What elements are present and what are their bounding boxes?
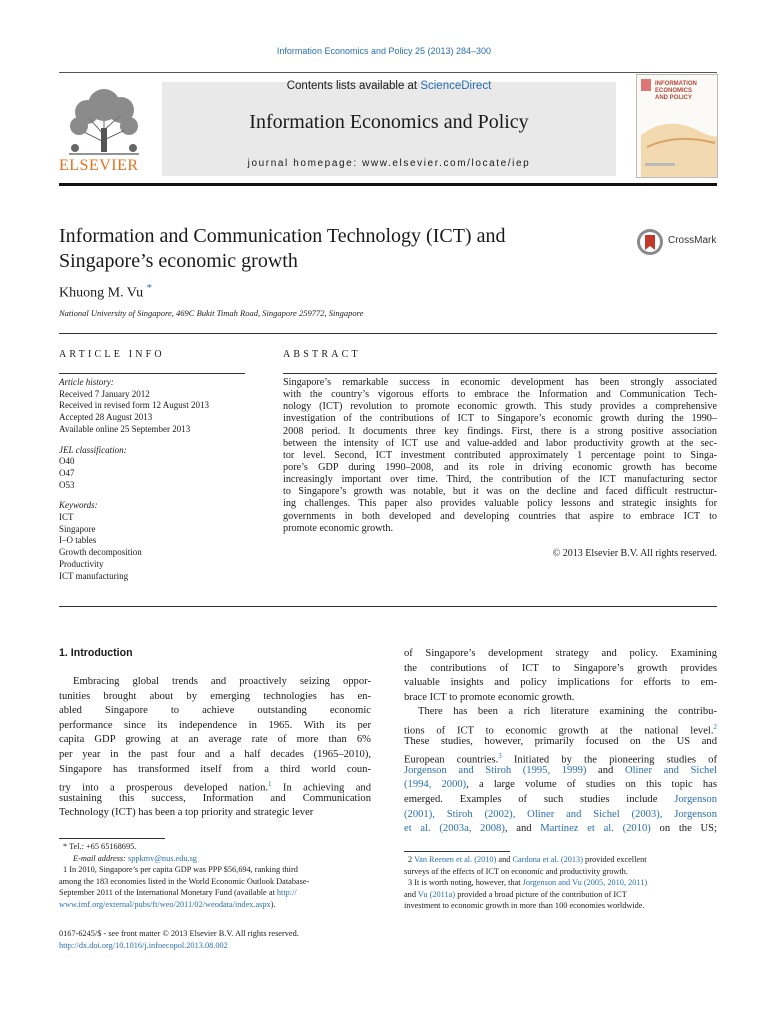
paper-title [59,224,619,274]
footnote-1-line [59,887,371,899]
body-line: per year in the past four and a half decades (1965–2010), [59,748,371,760]
body-line: Embracing global trends and proactively seizing oppor- [73,676,371,687]
citation-link[interactable]: (1994, 2000) [404,779,467,791]
citation-link[interactable]: Vu (2011a) [417,889,456,899]
abstract-copyright: © 2013 Elsevier B.V. All rights reserved. [552,548,717,559]
history-label: Article history: [59,377,114,387]
abstract-line: with the country’s vigorous efforts to embrace the Information and Communication Tech- [283,389,717,401]
footnote-tel: * Tel.: +65 65168695. [63,842,137,851]
body-column-right [404,647,717,837]
body-line: of Singapore’s development strategy and policy. Examining [404,648,717,659]
author-name [59,282,152,302]
footnote-1-line: among the 183 economies listed in the World Economic Outlook Database- [59,876,310,886]
keyword: Singapore [59,523,96,534]
keyword: Growth decomposition [59,547,142,558]
citation-link[interactable]: Cardona et al. (2013) [512,855,583,864]
contents-prefix: Contents lists available at [286,80,421,92]
history-item: Accepted 28 August 2013 [59,412,153,423]
imf-link[interactable]: www.imf.org/external/pubs/ft/weo/2011/02/weodata/index.aspx [59,899,271,909]
footnotes-left [59,841,371,910]
header-rule [59,72,717,73]
footnote-ref-1[interactable]: 1 [268,780,272,789]
abstract-line: 2008 period. It documents three key findings. First, there is a strong positive association [283,425,717,437]
body-line: Technology (ICT) has been a top priority and strategic lever [59,807,314,819]
footnote-3 [404,877,717,889]
body-text: European countries. [404,754,499,766]
cover-title-line: AND POLICY [655,95,693,101]
footnote-rule [404,851,510,852]
author-affiliation: National University of Singapore, 469C Bukit Timah Road, Singapore 259772, Singapore [59,308,364,318]
footnote-text: ). [270,899,276,909]
keyword: ICT [59,512,74,523]
citation-link[interactable]: Van Reenen et al. (2010) [414,855,497,864]
body-line: capita GDP growing at an average rate of more than 6% [59,734,371,746]
body-line: brace ICT to promote economic growth. [404,691,575,703]
masthead-bottom-rule [59,183,717,186]
abstract-rule [283,373,717,374]
keyword: ICT manufacturing [59,570,129,581]
journal-title: Information Economics and Policy [249,111,529,133]
body-text: and [586,764,625,776]
body-text: on the US; [650,823,717,835]
footnote-1: 1 In 2010, Singapore’s per capita GDP was PPP $56,694, ranking third [63,865,298,874]
footnote-text: and [496,855,513,864]
title-rule [59,333,717,334]
history-item: Available online 25 September 2013 [59,423,191,434]
footnote-3-line: investment to economic growth in more than 100 economies worldwide. [404,901,645,910]
history-item: Received 7 January 2012 [59,388,150,399]
body-line: sustaining this success, Information and Communication [59,792,371,804]
email-label: E-mail address: [73,853,128,863]
abstract-line: promote economic growth. [283,522,394,534]
footnote-email [59,853,371,865]
footnotes-right [404,854,717,912]
footnote-text: provided a broad picture of the contribution of ICT [455,889,627,899]
doi-link[interactable]: http://dx.doi.org/10.1016/j.infoecopol.2013.08.002 [59,941,228,950]
crossmark-icon [636,228,666,256]
body-text: , and [504,823,541,835]
citation-link[interactable]: Jorgenson and Stiroh (1995, 1999) [404,764,587,776]
body-text: In achieving and [271,782,372,794]
jel-code: O47 [59,467,75,478]
abstract-line: between the intensity of ICT use and value-added and labor productivity growth at the sec- [283,437,717,449]
body-line: There has been a rich literature examining the contribu- [418,706,717,718]
body-line: tunities brought about by emerging technologies has en- [59,690,371,702]
body-line [404,822,717,837]
keyword: Productivity [59,558,104,569]
footnote-ref-3[interactable]: 3 [498,752,502,761]
body-line: These studies, however, primarily focused on the US and [404,735,717,747]
keywords-label: Keywords: [59,500,98,511]
footnote-3-line [404,889,717,901]
elsevier-wordmark: ELSEVIER [59,157,139,174]
abstract-line: governments in both developed and developing countries that aspire to embrace ICT to [283,510,717,522]
abstract-heading: ABSTRACT [283,349,361,360]
paper-title-line: Information and Communication Technology (ICT) and [59,225,506,247]
cover-title-line: INFORMATION [655,81,697,87]
citation-link[interactable]: Jorgenson [674,793,717,805]
footnote-text: provided excellent [582,855,647,864]
citation-link[interactable]: (2001), Stiroh (2002), Oliner and Sichel (2003), Jorgenson [404,808,717,820]
body-text: tions of ICT to economic growth at the national level. [404,725,714,737]
imf-link[interactable]: http:// [276,888,297,897]
footnote-text: and [404,889,418,899]
body-line [404,808,717,823]
citation-link[interactable]: Oliner and Sichel [624,764,717,776]
article-info-heading: ARTICLE INFO [59,349,165,360]
email-link[interactable]: sppkmv@nus.edu.sg [128,853,197,863]
crossmark-label: CrossMark [668,235,717,246]
footnote-2 [404,854,717,866]
journal-homepage[interactable]: journal homepage: www.elsevier.com/locate/iep [247,158,531,169]
body-text: try into a prosperous developed nation. [59,782,269,794]
front-matter-line: 0167-6245/$ - see front matter © 2013 Elsevier B.V. All rights reserved. [59,929,299,938]
article-info-rule [59,373,245,374]
contents-line [162,80,616,92]
footnote-text: September 2011 of the International Monetary Fund (available at [59,888,277,897]
abstract-bottom-rule [59,606,717,607]
citation-link[interactable]: et al. (2003a, 2008) [404,823,505,835]
abstract-line: to Singapore’s growth was notable, but it was on the decline and faced difficult restructur- [283,486,717,498]
abstract-line: ing challenges. This paper also provides valuable policy lessons and strategic insights for [283,498,717,510]
body-line [404,764,717,779]
body-column-left [59,675,371,821]
jel-code: O40 [59,456,75,467]
body-line [59,777,371,792]
abstract-line: Singapore’s remarkable success in economic development has been strongly associated [283,377,717,388]
body-line [404,778,717,793]
body-line [404,749,717,764]
jel-label: JEL classification: [59,444,127,455]
crossmark-badge[interactable] [636,228,718,256]
body-line: abled Singapore to achieve outstanding economic [59,705,371,717]
history-item: Received in revised form 12 August 2013 [59,400,209,411]
journal-citation[interactable]: Information Economics and Policy 25 (2013) 284–300 [276,46,492,56]
citation-link[interactable]: Jorgenson and Vu (2005, 2010, 2011) [522,878,648,887]
abstract-line: increasingly important over time. Third, the contribution of the ICT manufacturing sector [283,474,717,486]
cover-title [655,81,697,102]
spacer [59,436,245,445]
body-line: Singapore has transformed itself from a third world coun- [59,763,371,775]
body-line [404,793,717,808]
footnote-ref-2[interactable]: 2 [713,722,717,731]
body-text: , a large volume of studies on this topic has [466,779,717,791]
citation-link[interactable]: Martínez et al. (2010) [540,823,651,835]
abstract-body [283,377,717,535]
author-name-text: Khuong M. Vu [59,285,144,301]
keyword: I–O tables [59,535,97,546]
body-line: valuable insights and policy implications for efforts to em- [404,677,717,689]
footnote-text: 3 It is worth noting, however, that [408,878,523,887]
body-line [404,720,717,735]
article-meta-footer [59,928,299,952]
journal-cover-thumbnail[interactable] [636,74,718,178]
spacer [59,491,245,500]
footnote-text: 2 [408,855,415,864]
body-text: emerged. Examples of such studies include [404,793,675,805]
footnote-1-line [59,899,371,911]
author-footnote-mark[interactable]: * [146,282,153,294]
jel-code: O53 [59,479,75,490]
body-line: the contributions of ICT to Singapore’s growth provides [404,662,717,674]
body-text: Initiated by the pioneering studies of [501,754,717,766]
section-heading-introduction: 1. Introduction [59,647,133,659]
abstract-line: tor level. Second, ICT investment contributed approximately 1 percentage point to Singa- [283,449,717,461]
sciencedirect-link[interactable]: ScienceDirect [420,80,492,92]
paper-title-line: Singapore’s economic growth [59,250,298,272]
footnote-2-line: surveys of the effects of ICT on economic and productivity growth. [404,866,628,876]
abstract-line: pore’s GDP during 1990–2008, and its role in driving economic growth has become [283,461,717,473]
footnote-rule [59,838,165,839]
abstract-line: investigation of the contributions of ICT to Singapore’s economic growth during the 1990– [283,413,717,425]
body-line: performance since its independence in 1965. With its per [59,719,371,731]
article-info [59,377,245,582]
abstract-line: nology (ICT) revolution to promote economic growth. This study provides a comprehensive [283,401,717,413]
cover-title-line: ECONOMICS [655,88,693,94]
